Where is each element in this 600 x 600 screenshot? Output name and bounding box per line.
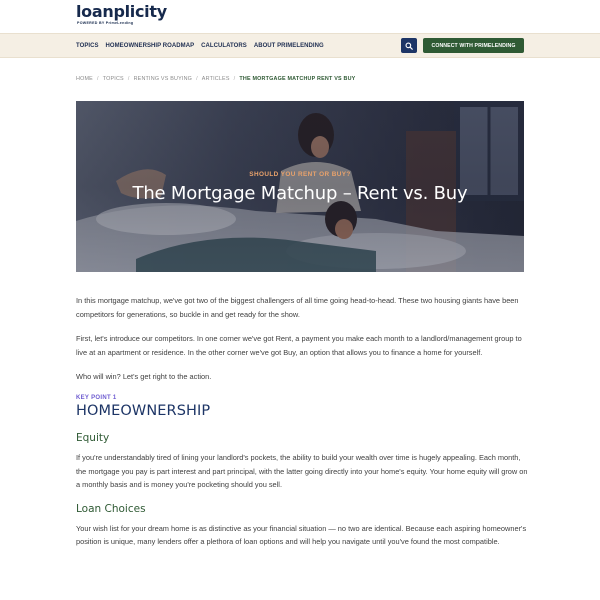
intro-paragraph: First, let's introduce our competitors. In one corner we've got Rent, a payment you make each month to a landlord/management group to live at an apartment or residence. In the other corner we've got Buy, an option that allows you to finance a home for yourself. xyxy=(76,334,522,357)
equity-heading: Equity xyxy=(76,431,110,444)
hero-eyebrow: SHOULD YOU RENT OR BUY? xyxy=(249,171,351,178)
intro-paragraph: Who will win? Let's get right to the action. xyxy=(76,372,212,382)
nav-link-about-primelending[interactable]: ABOUT PRIMELENDING xyxy=(253,43,324,49)
header xyxy=(0,0,600,32)
loan-choices-heading: Loan Choices xyxy=(76,502,146,515)
breadcrumb-topics[interactable]: TOPICS xyxy=(102,76,124,82)
connect-button[interactable]: CONNECT WITH PRIMELENDING xyxy=(423,38,524,53)
article-body xyxy=(76,294,528,560)
logo[interactable]: loanplicity xyxy=(76,2,167,21)
key-point-label: KEY POINT 1 xyxy=(76,394,117,401)
breadcrumb-separator: / xyxy=(196,76,198,82)
nav-link-topics[interactable]: TOPICS xyxy=(76,43,99,49)
nav-link-calculators[interactable]: CALCULATORS xyxy=(201,43,247,49)
hero-title: The Mortgage Matchup – Rent vs. Buy xyxy=(132,183,468,204)
breadcrumb-current: THE MORTGAGE MATCHUP RENT VS BUY xyxy=(239,76,356,82)
main-nav xyxy=(0,33,600,58)
search-button[interactable] xyxy=(401,38,417,53)
breadcrumb xyxy=(76,76,355,82)
breadcrumb-separator: / xyxy=(127,76,130,82)
equity-paragraph: If you're understandably tired of lining your landlord's pockets, the ability to build your wealth over time is hugely appealing. Each month, the mortgage you pay is part interest and part principal, with the latter going directly into your home's equity. Your home equity will grow on a monthly basis and is money you're pocketing should you sell. xyxy=(76,452,528,490)
breadcrumb-separator: / xyxy=(96,76,99,82)
breadcrumb-separator: / xyxy=(233,76,236,82)
breadcrumb-renting-vs-buying[interactable]: RENTING VS BUYING xyxy=(133,76,193,82)
breadcrumb-articles[interactable]: ARTICLES xyxy=(201,76,230,82)
powered-by-label: POWERED BY PrimeLending xyxy=(77,21,134,25)
intro-paragraph: In this mortgage matchup, we've got two of the biggest challengers of all time going head-to-head. These two housing giants have been competitors for generations, so buckle in and get ready for the show. xyxy=(76,296,519,319)
section-title: HOMEOWNERSHIP xyxy=(76,402,211,419)
breadcrumb-home[interactable]: HOME xyxy=(76,76,93,82)
nav-links xyxy=(76,34,331,58)
nav-link-homeownership-roadmap[interactable]: HOMEOWNERSHIP ROADMAP xyxy=(105,43,195,49)
loan-choices-paragraph: Your wish list for your dream home is as distinctive as your financial situation — no two are identical. Because each aspiring homeowner's position is unique, many lenders offer a plethora of loan options and will help you navigate until you've found the most compatible. xyxy=(76,523,527,547)
search-icon xyxy=(405,42,413,50)
hero-banner xyxy=(76,101,524,272)
